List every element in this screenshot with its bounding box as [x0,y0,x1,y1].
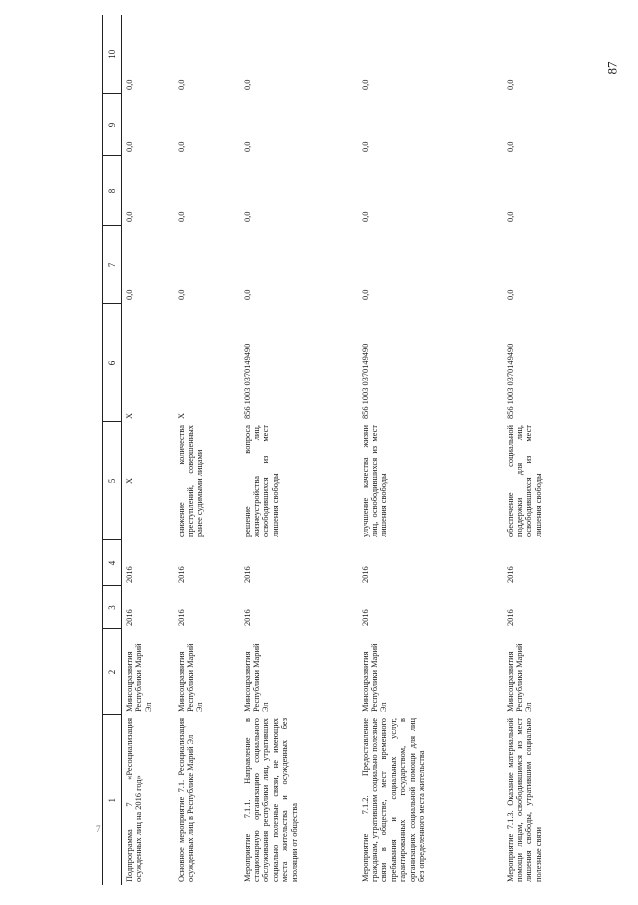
row-value: 0,0 [125,79,134,90]
program-table [102,15,591,885]
row-executor: Минсоцразвития Республики Марий Эл [176,643,205,712]
row-value: 0,0 [505,211,515,222]
row-budget-code: X [176,412,186,419]
row-title: Основное мероприятие 7.1. Ресоциализация осужденных лиц в Республике Марий Эл [176,718,195,882]
row-value: 0,0 [505,141,515,152]
row-executor: Минсоцразвития Республики Марий Эл [242,643,271,712]
header-row [103,15,122,885]
row-value: 0,0 [505,289,515,300]
row-value: 0,0 [360,289,370,300]
row-end-year: 2016 [360,566,370,583]
row-value: 0,0 [176,79,186,90]
table-row [358,15,503,885]
row-start-year: 2016 [505,609,515,626]
column-header: 9 [103,94,122,156]
row-budget-code: 856 1003 0370149490 [360,343,370,419]
column-header: 2 [103,629,122,715]
row-budget-code: X [125,412,134,419]
row-executor: Минсоцразвития Республики Марий Эл [505,643,534,712]
row-title: Подпрограмма 7 «Ресоциализация осужденных лиц на 2016 год» [125,718,144,882]
column-header: 8 [103,156,122,226]
row-value: 0,0 [125,141,134,152]
row-budget-code: 856 1003 0370149490 [505,343,515,419]
row-result: X [125,477,134,485]
table-row [122,15,174,885]
column-header: 3 [103,586,122,629]
row-executor: Минсоцразвития Республики Марий Эл [360,643,389,712]
row-value: 0,0 [176,211,186,222]
row-title: Мероприятие 7.1.2. Предоставление гражданам, утратившим социально полезные связи в обществе, мест временного пребывания и социальных услуг, гарантированных государством, в организациях социальной помощи для лиц без определенного места жительства [360,718,426,882]
column-header: 1 [103,715,122,885]
row-value: 0,0 [242,79,252,90]
page-number: 87 [604,61,620,75]
row-title: Мероприятие 7.1.3. Оказание материальной помощи лицам, освободившимся из мест лишения свободы, утратившим социально полезные связи [505,718,543,882]
row-executor: Минсоцразвития Республики Марий Эл [125,643,153,712]
row-value: 0,0 [176,289,186,300]
row-value: 0,0 [360,79,370,90]
row-start-year: 2016 [125,609,134,626]
row-value: 0,0 [360,211,370,222]
row-start-year: 2016 [360,609,370,626]
row-value: 0,0 [176,141,186,152]
row-start-year: 2016 [242,609,252,626]
row-result: снижение количества преступлений, совершенных ранее судимыми лицами [176,425,205,537]
column-header: 5 [103,422,122,540]
table-row [174,15,240,885]
rotated-table-sheet [102,15,592,885]
row-value: 0,0 [242,141,252,152]
table-row [503,15,591,885]
row-end-year: 2016 [176,566,186,583]
row-result: улучшение качества жизни лиц, освободившихся из мест лишения свободы [360,425,389,537]
row-value: 0,0 [360,141,370,152]
row-result: решение вопроса жизнеустройства лиц, освободившихся из мест лишения свободы [242,425,280,537]
row-value: 0,0 [505,79,515,90]
row-start-year: 2016 [176,609,186,626]
table-row [240,15,358,885]
column-header: 6 [103,304,122,422]
column-header: 7 [103,226,122,304]
stray-mark: 7 [96,824,101,834]
row-budget-code: 856 1003 0370149490 [242,343,252,419]
row-end-year: 2016 [505,566,515,583]
row-value: 0,0 [125,289,134,300]
row-end-year: 2016 [242,566,252,583]
row-value: 0,0 [242,289,252,300]
row-value: 0,0 [242,211,252,222]
column-header: 10 [103,15,122,94]
row-value: 0,0 [125,211,134,222]
row-result: обеспечение социальной поддержки для лиц, освободившихся из мест лишения свободы [505,425,543,537]
row-title: Мероприятие 7.1.1. Направление в стационарную организацию социального обслуживания республики лиц, утративших социально полезные связи, не имеющих места жительства и осужденных без изоляции от общества [242,718,299,882]
column-header: 4 [103,540,122,586]
row-end-year: 2016 [125,566,134,583]
